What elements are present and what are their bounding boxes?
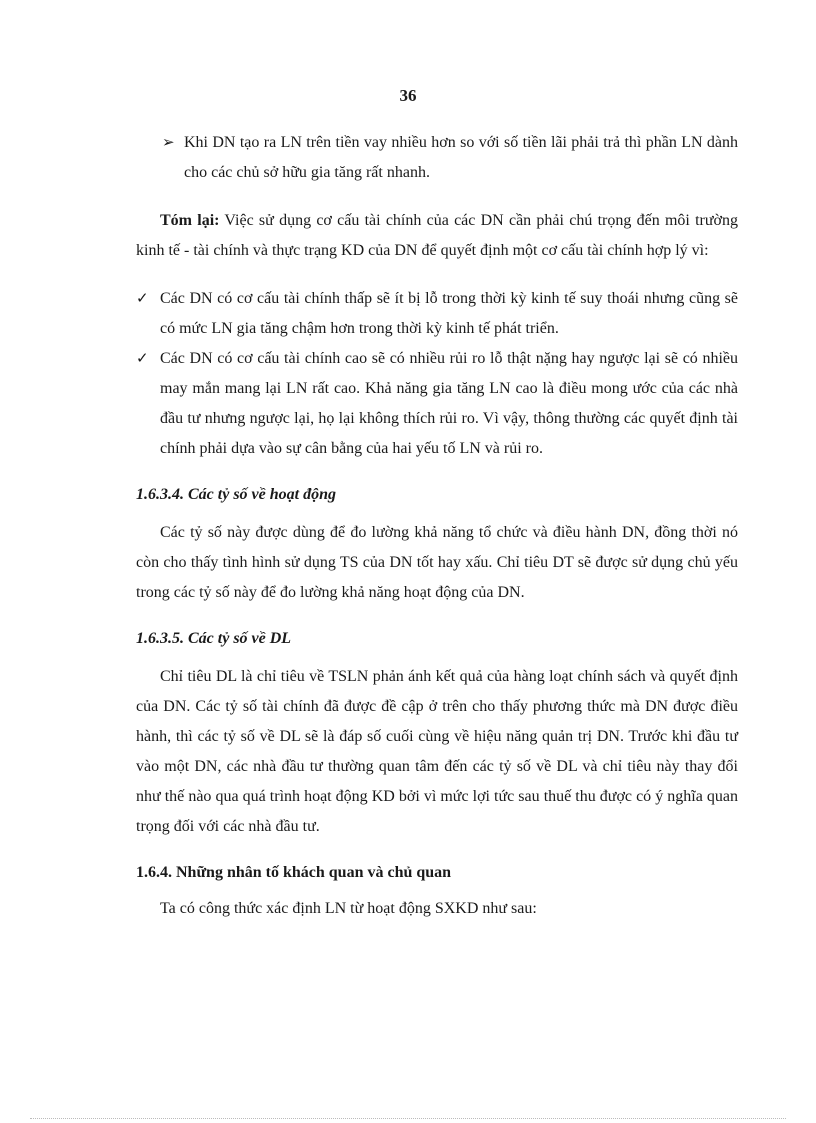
summary-label: Tóm lại: <box>160 212 220 229</box>
section-paragraph-1635: Chỉ tiêu DL là chỉ tiêu về TSLN phản ánh kết quả của hàng loạt chính sách và quyết định của DN. Các tỷ số tài chính đã được đề cập ở trên cho thấy phương thức mà DN được điều hành, thì các tỷ số về DL sẽ là đáp số cuối cùng về hiệu năng quản trị DN. Trước khi đầu tư vào một DN, các nhà đầu tư thường quan tâm đến các tỷ số về DL và chỉ tiêu này thay đổi như thế nào qua quá trình hoạt động KD bởi vì mức lợi tức sau thuế thu được có ý nghĩa quan trọng đối với các nhà đầu tư. <box>136 668 738 835</box>
arrow-bullet-item <box>136 128 738 188</box>
summary-paragraph <box>136 206 738 266</box>
check-bullet-item <box>136 344 738 464</box>
document-body <box>136 128 738 924</box>
arrow-bullet-text: Khi DN tạo ra LN trên tiền vay nhiều hơn so với số tiền lãi phải trả thì phần LN dành cho các chủ sở hữu gia tăng rất nhanh. <box>184 134 738 181</box>
check-bullet-item <box>136 284 738 344</box>
arrow-bullet-icon: ➢ <box>162 135 175 151</box>
section-heading-1635: 1.6.3.5. Các tỷ số về DL <box>136 630 292 647</box>
page-number: 36 <box>399 86 417 105</box>
check-icon: ✓ <box>136 291 149 307</box>
check-bullet-text: Các DN có cơ cấu tài chính cao sẽ có nhiều rủi ro lỗ thật nặng hay ngược lại sẽ có nhiều may mắn mang lại LN rất cao. Khả năng gia tăng LN cao là điều mong ước của các nhà đầu tư nhưng ngược lại, họ lại không thích rủi ro. Vì vậy, thông thường các quyết định tài chính phải dựa vào sự cân bằng của hai yếu tố LN và rủi ro. <box>160 350 738 457</box>
section-heading-1634: 1.6.3.4. Các tỷ số về hoạt động <box>136 486 336 503</box>
page-bottom-border <box>30 1118 786 1119</box>
summary-text: Việc sử dụng cơ cấu tài chính của các DN cần phải chú trọng đến môi trường kinh tế - tài chính và thực trạng KD của DN để quyết định một cơ cấu tài chính hợp lý vì: <box>136 212 739 259</box>
section-paragraph-1634: Các tỷ số này được dùng để đo lường khả năng tổ chức và điều hành DN, đồng thời nó còn cho thấy tình hình sử dụng TS của DN tốt hay xấu. Chỉ tiêu DT sẽ được sử dụng chủ yếu trong các tỷ số này để đo lường khả năng hoạt động của DN. <box>136 524 738 601</box>
check-icon: ✓ <box>136 351 149 367</box>
section-paragraph-164: Ta có công thức xác định LN từ hoạt động SXKD như sau: <box>160 900 537 917</box>
section-heading-164: 1.6.4. Những nhân tố khách quan và chủ quan <box>136 864 452 881</box>
check-bullet-text: Các DN có cơ cấu tài chính thấp sẽ ít bị lỗ trong thời kỳ kinh tế suy thoái nhưng cũng sẽ có mức LN gia tăng chậm hơn trong thời kỳ kinh tế phát triển. <box>160 290 738 337</box>
